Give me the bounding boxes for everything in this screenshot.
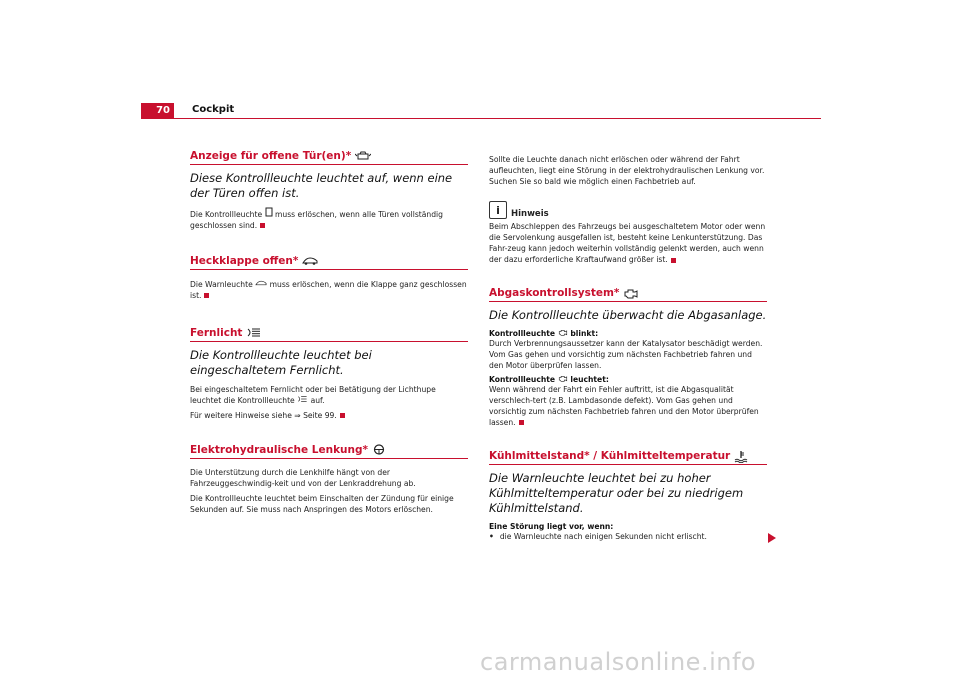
section-title: Heckklappe offen* (190, 254, 299, 267)
paragraph: Durch Verbrennungsaussetzer kann der Katalysator beschädigt werden. Vom Gas gehen und vorsichtig zum nächsten Fachbetrieb fahren und den Motor überprüfen lassen. (489, 338, 763, 370)
door-open-icon (355, 151, 371, 162)
page-title: Cockpit (192, 104, 235, 115)
section-lead: Die Kontrollleuchte überwacht die Abgasanlage. (489, 308, 767, 322)
engine-icon (558, 375, 568, 384)
section-lead: Die Warnleuchte leuchtet bei zu hoher Kühlmitteltemperatur oder bei zu niedrigem Kühlmittelstand. (489, 470, 744, 515)
tailgate-icon (255, 280, 267, 289)
end-marker (671, 258, 676, 263)
section-emissions (489, 287, 767, 302)
header-rule (141, 118, 821, 119)
section-title: Abgaskontrollsystem* (489, 287, 620, 299)
paragraph: Für weitere Hinweise siehe ⇒ Seite 99. (190, 410, 468, 421)
subheading: Kontrollleuchte leuchtet: (489, 374, 609, 384)
next-page-arrow-icon (768, 533, 776, 543)
subheading: Kontrollleuchte blinkt: (489, 328, 599, 338)
section-title: Fernlicht (190, 326, 243, 339)
paragraph: Sollte die Leuchte danach nicht erlöschen oder während der Fahrt aufleuchten, liegt eine Störung in der elektrohydraulischen Lenkung vor. Suchen Sie so bald wie möglich einen Fachbetrieb auf. (489, 155, 765, 186)
section-door-open (190, 150, 468, 165)
paragraph: Wenn während der Fahrt ein Fehler auftritt, ist die Abgasqualität verschlech-tert (z.B. Lambdasonde defekt). Vom Gas gehen und vorsichtig zum nächsten Fachbetrieb fahren und den Motor überprüfen lassen. (489, 384, 759, 427)
paragraph: Die Warnleuchte muss erlöschen, wenn die Klappe ganz geschlossen ist. (190, 279, 467, 300)
section-coolant (489, 450, 767, 465)
left-column (190, 150, 468, 519)
bullet-icon: • (489, 531, 494, 541)
section-steering (190, 444, 468, 459)
watermark: carmanualsonline.info (480, 648, 757, 676)
high-beam-icon (246, 327, 262, 338)
paragraph: Die Unterstützung durch die Lenkhilfe hängt von der Fahrzeuggeschwindig-keit und von der Lenkraddrehung ab. (190, 467, 416, 488)
subheading: Eine Störung liegt vor, wenn: (489, 521, 614, 531)
steering-icon (372, 444, 388, 455)
end-marker (204, 293, 209, 298)
section-lead: Die Kontrollleuchte leuchtet bei eingeschaltetem Fernlicht. (190, 347, 372, 377)
note-text: Beim Abschleppen des Fahrzeugs bei ausgeschaltetem Motor oder wenn die Servolenkung ausgefallen ist, besteht keine Lenkunterstützung. Das Fahr-zeug kann jedoch weiterhin vollständig gelenkt werden, auch wenn der dazu erforderliche Kraftaufwand größer ist. (489, 222, 766, 264)
paragraph: Die Kontrollleuchte leuchtet beim Einschalten der Zündung für einige Sekunden auf. Sie muss nach Anspringen des Motors erlöschen. (190, 493, 454, 514)
end-marker (260, 223, 265, 228)
section-title: Anzeige für offene Tür(en)* (190, 150, 352, 162)
paragraph: Die Kontrollleuchte muss erlöschen, wenn alle Türen vollständig geschlossen sind. (190, 209, 443, 230)
section-tailgate (190, 255, 468, 270)
coolant-icon (734, 450, 750, 461)
section-title: Kühlmittelstand* / Kühlmitteltemperatur (489, 449, 731, 462)
note-heading: i Hinweis (489, 201, 767, 219)
engine-icon (623, 288, 639, 299)
engine-icon (558, 329, 568, 338)
door-icon (265, 210, 273, 219)
end-marker (340, 413, 345, 418)
page-number: 70 (141, 103, 174, 119)
end-marker (519, 420, 524, 425)
list-item: • die Warnleuchte nach einigen Sekunden nicht erlischt. (489, 531, 707, 541)
tailgate-icon (302, 255, 318, 266)
section-high-beam (190, 327, 468, 342)
paragraph: Bei eingeschaltetem Fernlicht oder bei Betätigung der Lichthupe leuchtet die Kontrollleuchte auf. (190, 384, 436, 405)
info-icon: i (489, 201, 507, 219)
high-beam-icon (297, 396, 308, 405)
section-title: Elektrohydraulische Lenkung* (190, 443, 369, 456)
right-column (489, 150, 767, 542)
section-lead: Diese Kontrollleuchte leuchtet auf, wenn eine der Türen offen ist. (190, 171, 453, 200)
